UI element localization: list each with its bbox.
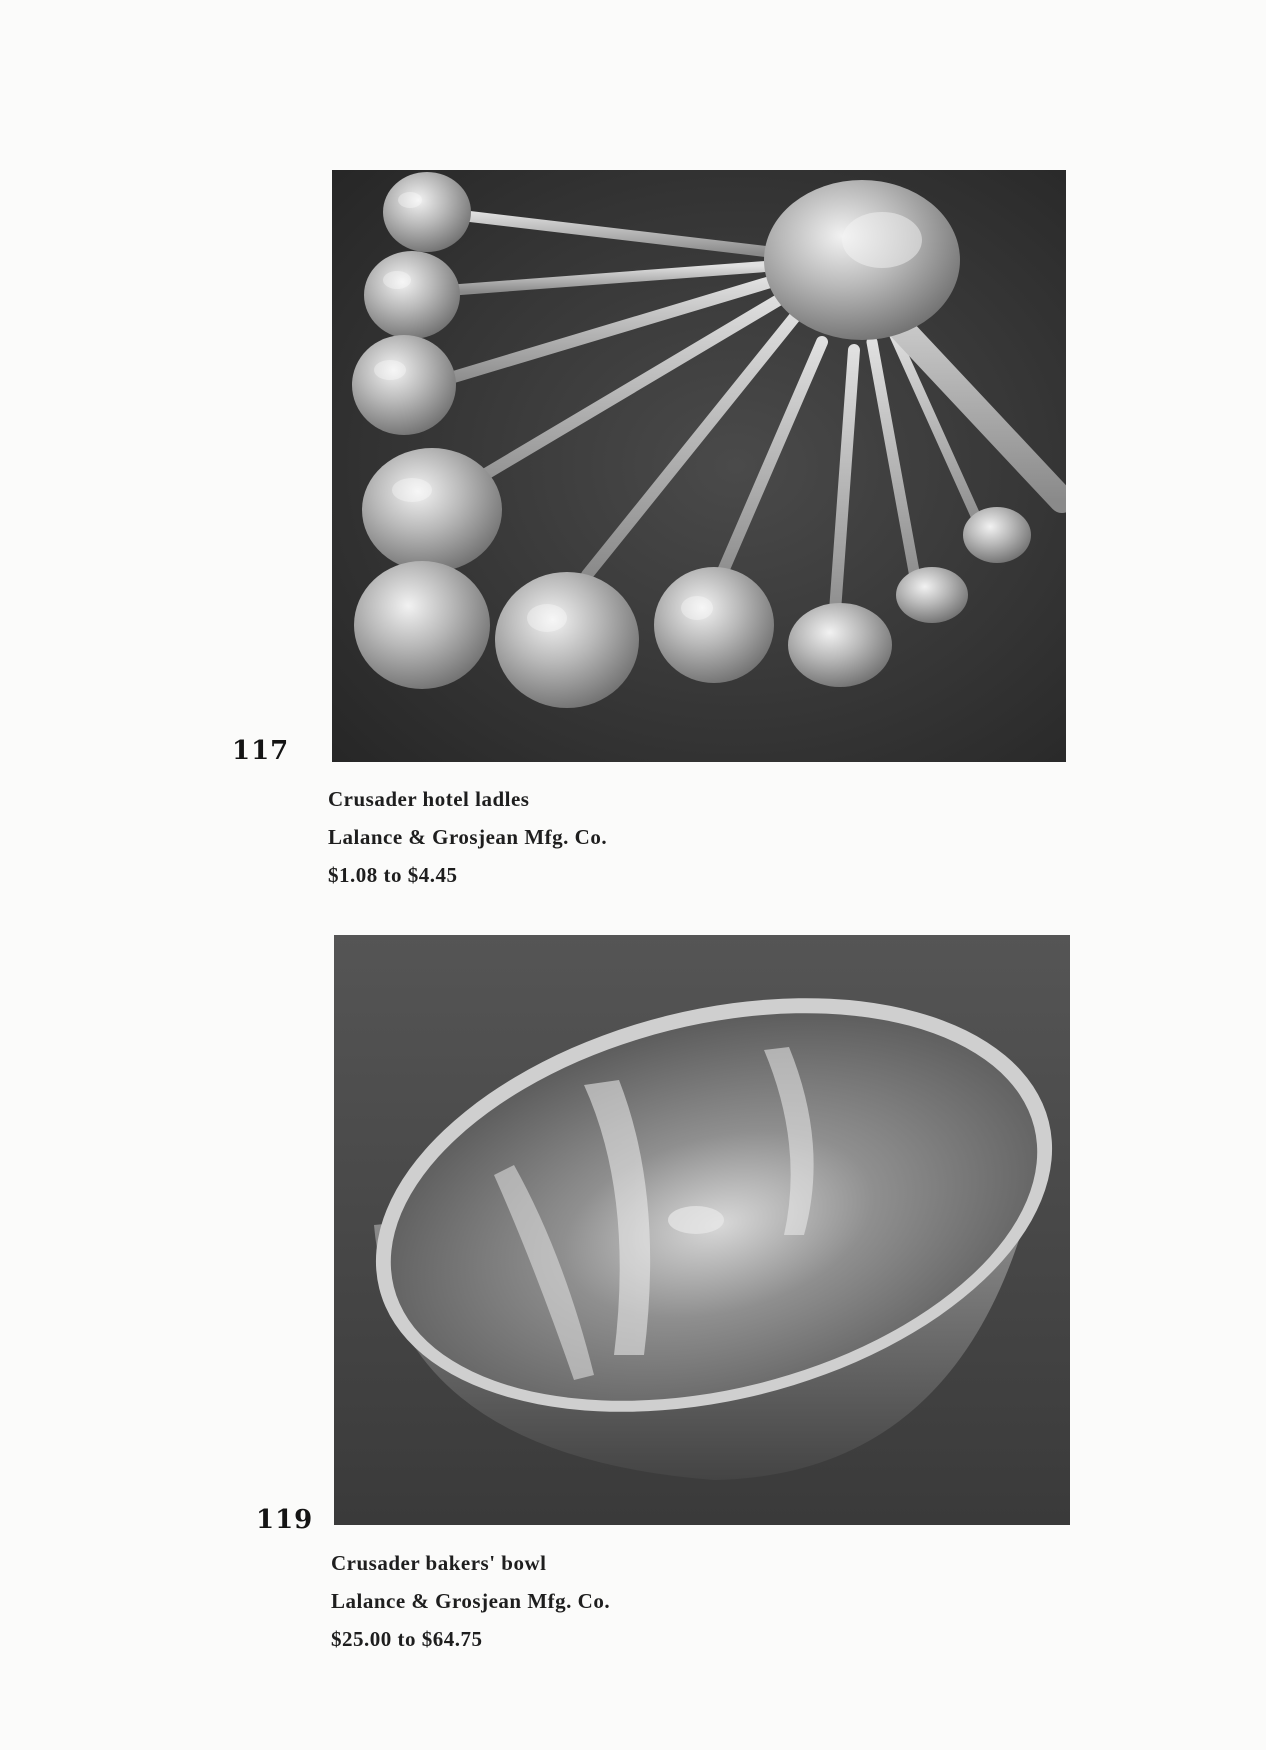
product-title: Crusader hotel ladles [328, 787, 530, 811]
ladles-illustration [332, 170, 1066, 762]
bowl-caption [331, 1544, 610, 1658]
manufacturer: Lalance & Grosjean Mfg. Co. [331, 1589, 611, 1613]
price-range: $25.00 to $64.75 [331, 1627, 483, 1651]
ladles-photograph [332, 170, 1066, 762]
plate-number: 119 [256, 1505, 314, 1535]
bowl-photograph [334, 935, 1070, 1525]
product-title: Crusader bakers' bowl [331, 1551, 547, 1575]
price-range: $1.08 to $4.45 [328, 863, 458, 887]
bowl-illustration [334, 935, 1070, 1525]
manufacturer: Lalance & Grosjean Mfg. Co. [328, 825, 608, 849]
plate-number: 117 [232, 736, 290, 766]
ladles-caption [328, 780, 607, 894]
